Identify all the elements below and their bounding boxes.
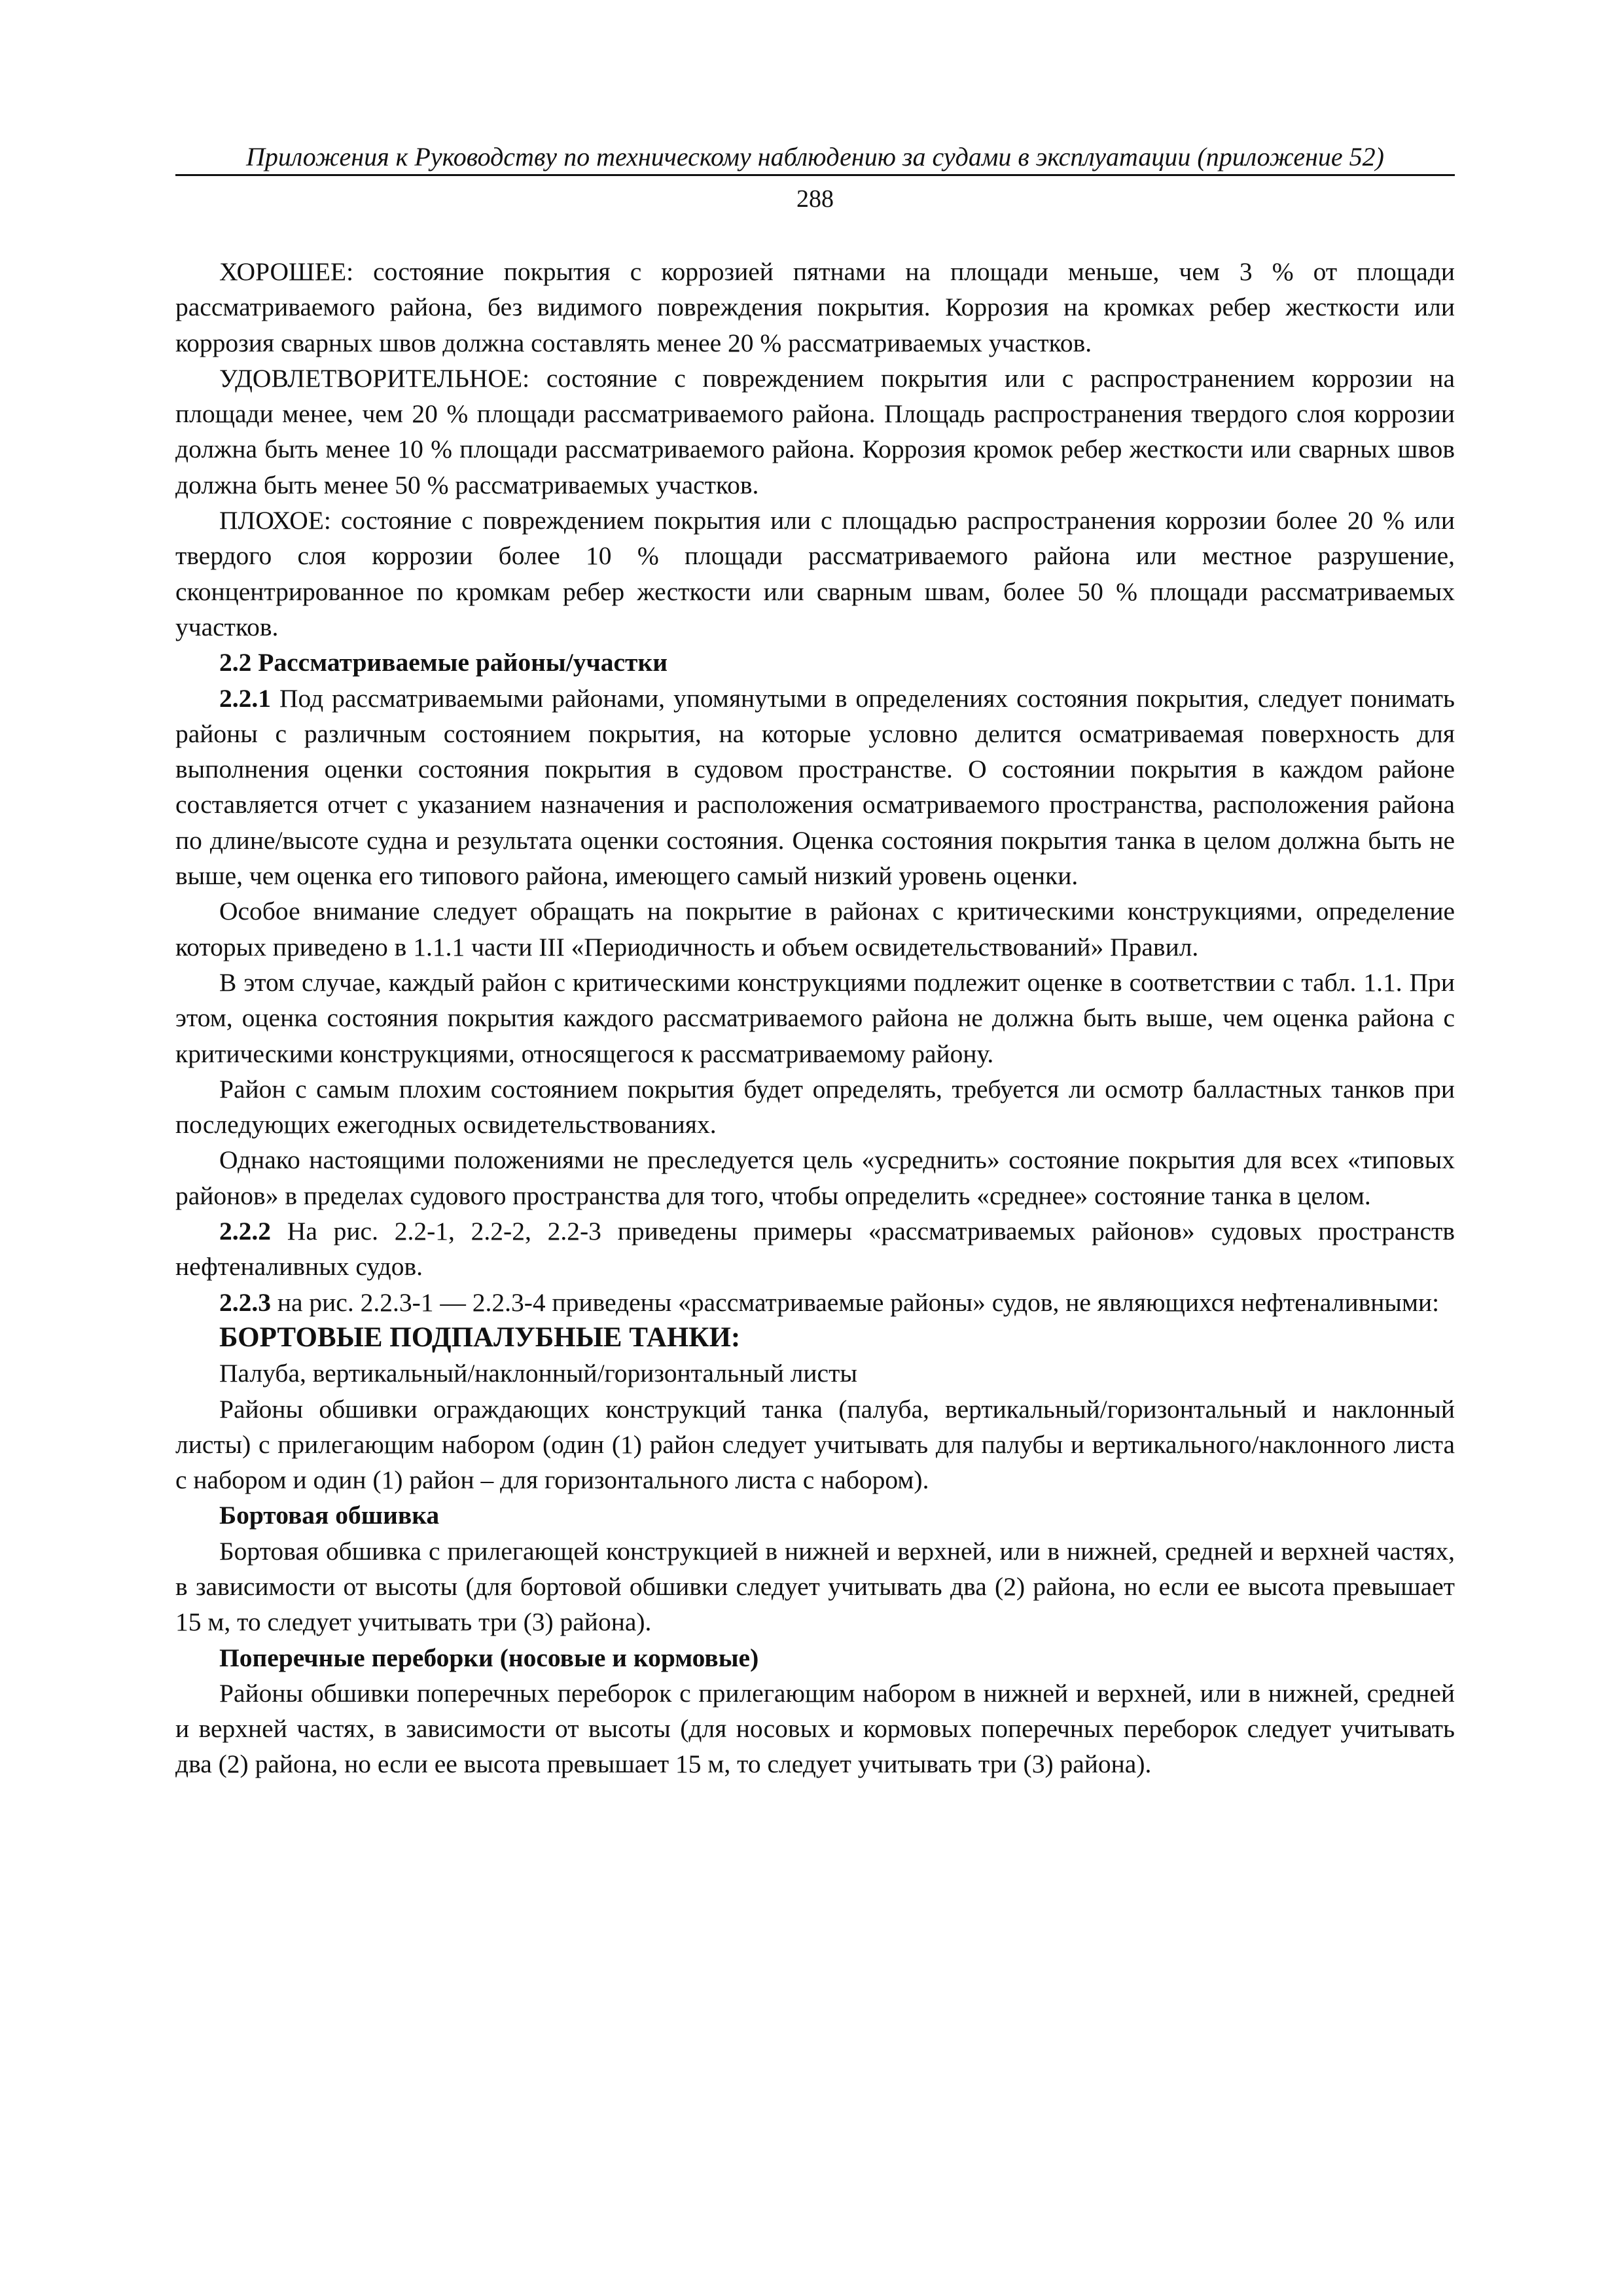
running-header: Приложения к Руководству по техническому наблюдению за судами в эксплуатации (приложение 52) [175,141,1455,176]
paragraph-critical-assessment: В этом случае, каждый район с критическими конструкциями подлежит оценке в соответствии с табл. 1.1. При этом, оценка состояния покрытия каждого рассматриваемого района не должна быть выше, чем оценка района с критическими конструкциями, относящегося к рассматриваемому району. [175,967,1455,1068]
heading-side-shell: Бортовая обшивка [219,1501,440,1530]
paragraph-good: ХОРОШЕЕ: состояние покрытия с коррозией пятнами на площади меньше, чем 3 % от площади рассматриваемого района, без видимого повреждения покрытия. Коррозия на кромках ребер жесткости или коррозия сварных швов должна составлять менее 20 % рассматриваемых участков. [175,257,1455,357]
paragraph-deck-plates: Палуба, вертикальный/наклонный/горизонтальный листы [219,1359,857,1388]
paragraph-critical-structures: Особое внимание следует обращать на покрытие в районах с критическими конструкциями, определение которых приведено в 1.1.1 части III «Периодичность и объем освидетельствований» Правил. [175,897,1455,961]
paragraph-tank-plating: Районы обшивки ограждающих конструкций танка (палуба, вертикальный/горизонтальный и наклонный листы) с прилегающим набором (один (1) район следует учитывать для палубы и вертикального/наклонного листа с набором и один (1) район – для горизонтального листа с набором). [175,1394,1455,1495]
paragraph-fair: УДОВЛЕТВОРИТЕЛЬНОЕ: состояние с повреждением покрытия или с распространением коррозии на площади менее, чем 20 % площади рассматриваемого района. Площадь распространения твердого слоя коррозии должна быть менее 10 % площади рассматриваемого района. Коррозия кромок ребер жесткости или сварных швов должна быть менее 50 % рассматриваемых участков. [175,363,1455,499]
section-heading-2-2: 2.2 Рассматриваемые районы/участки [219,648,668,677]
heading-transverse-bulkheads: Поперечные переборки (носовые и кормовые) [219,1643,759,1672]
paragraph-bulkheads: Районы обшивки поперечных переборок с прилегающим набором в нижней и верхней, или в нижней, средней и верхней частях, в зависимости от высоты (для носовых и кормовых поперечных переборок следует учитывать два (2) района, но если ее высота превышает 15 м, то следует учитывать три (3) района). [175,1678,1455,1779]
paragraph-side-shell: Бортовая обшивка с прилегающей конструкцией в нижней и верхней, или в нижней, средней и верхней частях, в зависимости от высоты (для бортовой обшивки следует учитывать два (2) района, но если ее высота превышает 15 м, то следует учитывать три (3) района). [175,1536,1455,1637]
document-body [175,254,1455,1782]
paragraph-text: На рис. 2.2-1, 2.2-2, 2.2-3 приведены примеры «рассматриваемых районов» судовых пространств нефтеналивных судов. [175,1217,1455,1282]
paragraph-2-2-3 [175,1285,1455,1320]
paragraph-text: Под рассматриваемыми районами, упомянутыми в определениях состояния покрытия, следует понимать районы с различным состоянием покрытия, на которые условно делится осматриваемая поверхность для выполнения оценки состояния покрытия в судовом пространстве. О состоянии покрытия в каждом районе составляется отчет с указанием назначения и расположения осматриваемого пространства, расположения района по длине/высоте судна и результата оценки состояния. Оценка состояния покрытия танка в целом должна быть не выше, чем оценка его типового района, имеющего самый низкий уровень оценки. [175,683,1455,891]
clause-number: 2.2.1 [219,683,271,713]
clause-number: 2.2.3 [219,1287,271,1317]
paragraph-averaging: Однако настоящими положениями не преследуется цель «усреднить» состояние покрытия для всех «типовых районов» в пределах судового пространства для того, чтобы определить «среднее» состояние танка в целом. [175,1145,1455,1210]
paragraph-poor: ПЛОХОЕ: состояние с повреждением покрытия или с площадью распространения коррозии более 20 % или твердого слоя коррозии более 10 % площади рассматриваемого района или местное разрушение, сконцентрированное по кромкам ребер жесткости или сварным швам, более 50 % площади рассматриваемых участков. [175,506,1455,641]
paragraph-text: на рис. 2.2.3-1 — 2.2.3-4 приведены «рассматриваемые районы» судов, не являющихся нефтеналивными: [271,1287,1440,1317]
page-number: 288 [796,185,834,213]
heading-side-tanks: БОРТОВЫЕ ПОДПАЛУБНЫЕ ТАНКИ: [219,1321,741,1353]
clause-number: 2.2.2 [219,1217,271,1246]
paragraph-worst-area: Район с самым плохим состоянием покрытия будет определять, требуется ли осмотр балластных танков при последующих ежегодных освидетельствованиях. [175,1074,1455,1139]
paragraph-2-2-2 [175,1213,1455,1285]
paragraph-2-2-1 [175,681,1455,894]
